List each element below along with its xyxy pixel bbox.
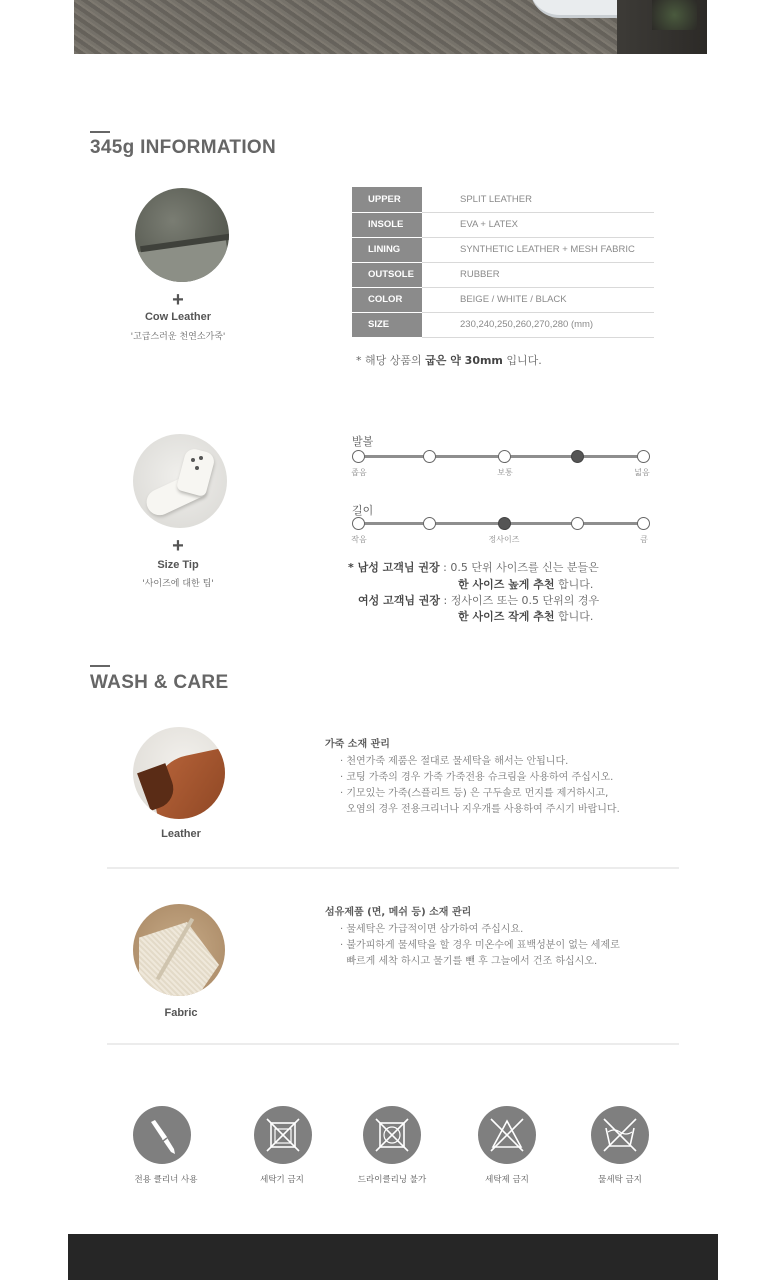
women-bold: 한 사이즈 작게 추천 [458,610,555,623]
divider-2 [107,1043,679,1045]
shoe-last-image [133,434,227,528]
cow-leather-image [135,188,229,282]
material-caption: Cow Leather [144,311,211,323]
leather-care-list [340,754,620,818]
plus-icon-2: + [172,535,184,557]
brush-label: 전용 클리너 사용 [134,1175,198,1185]
length-tick-true: 정사이즈 [488,535,520,544]
spec-table [352,187,654,338]
divider [107,867,679,869]
width-slider-step-5 [637,450,650,463]
leather-care-heading: 가죽 소재 관리 [325,739,390,750]
spec-value: SYNTHETIC LEATHER + MESH FABRIC [422,237,654,262]
leather-care-item: · 코팅 가죽의 경우 가죽 가죽전용 슈크림을 사용하여 주십시오. [340,772,614,783]
photo-plant [652,0,697,30]
fabric-caption: Fabric [164,1007,198,1019]
footer-bar [68,1234,718,1280]
spec-key: COLOR [352,287,422,312]
width-slider-step-4 [571,450,584,463]
leather-care-item: · 천연가죽 제품은 절대로 물세탁을 해서는 안됩니다. [340,756,569,767]
women-tail: 합니다. [554,610,594,623]
women-recommendation-2 [458,608,593,624]
brush-icon [133,1106,191,1164]
spec-value: EVA + LATEX [422,212,654,237]
width-tick-wide: 넓음 [634,468,650,477]
women-text: : 정사이즈 또는 0.5 단위의 경우 [443,594,600,607]
fabric-image [133,904,225,996]
spec-row [352,262,654,287]
length-slider-step-1 [352,517,365,530]
no-detergent-label: 세탁제 금지 [485,1175,529,1185]
spec-key: INSOLE [352,212,422,237]
section-bar [90,131,110,133]
spec-key: LINING [352,237,422,262]
no-washer-icon [254,1106,312,1164]
leather-care-item: 오염의 경우 전용크리너나 지우개를 사용하여 주시기 바랍니다. [340,804,620,815]
heel-note-pre: * 해당 상품의 [356,354,426,367]
spec-value: RUBBER [422,262,654,287]
no-dryclean-label: 드라이클리닝 불가 [357,1175,427,1185]
length-slider-step-3 [498,517,511,530]
no-dryclean-icon [363,1106,421,1164]
leather-caption: Leather [161,828,201,840]
spec-key: UPPER [352,187,422,212]
plus-icon: + [172,289,184,311]
spec-key: SIZE [352,312,422,337]
spec-row [352,237,654,262]
length-tick-large: 큼 [640,535,648,544]
size-tip-caption-ko: '사이즈에 대한 팁' [142,579,214,589]
spec-row [352,187,654,212]
men-label: * 남성 고객님 권장 [348,561,440,574]
width-slider-step-2 [423,450,436,463]
size-tip-caption: Size Tip [157,559,199,571]
women-recommendation [358,592,599,608]
spec-row [352,312,654,337]
width-slider-step-3 [498,450,511,463]
no-detergent-icon [478,1106,536,1164]
men-recommendation [348,559,599,575]
spec-row [352,287,654,312]
width-slider-label: 발볼 [352,435,374,448]
heel-note [356,352,542,368]
length-slider-step-4 [571,517,584,530]
section-bar-2 [90,665,110,667]
men-bold: 한 사이즈 높게 추천 [458,578,555,591]
no-washer-label: 세탁기 금지 [260,1175,304,1185]
fabric-care-item: 빠르게 세착 하시고 물기를 뺀 후 그늘에서 건조 하십시오. [340,956,598,967]
women-label: 여성 고객님 권장 [358,594,441,607]
spec-value: BEIGE / WHITE / BLACK [422,287,654,312]
product-photo-strip [74,0,707,54]
men-tail: 합니다. [554,578,594,591]
leather-image [133,727,225,819]
spec-value: SPLIT LEATHER [422,187,654,212]
no-water-wash-label: 물세탁 금지 [598,1175,642,1185]
width-tick-narrow: 좁음 [351,468,367,477]
men-text: : 0.5 단위 사이즈를 신는 분들은 [443,561,599,574]
info-section-title: 345g INFORMATION [90,137,277,158]
material-caption-ko: '고급스러운 천연소가죽' [130,332,226,342]
width-slider-step-1 [352,450,365,463]
fabric-care-item: · 물세탁은 가급적이면 삼가하여 주십시요. [340,924,524,935]
spec-key: OUTSOLE [352,262,422,287]
length-slider-step-2 [423,517,436,530]
no-water-wash-icon [591,1106,649,1164]
fabric-care-item: · 불가피하게 물세탁을 할 경우 미온수에 표백성분이 없는 세제로 [340,940,620,951]
spec-row [352,212,654,237]
men-recommendation-2 [458,576,593,592]
heel-note-bold: 굽은 약 30mm [425,354,503,367]
length-slider-step-5 [637,517,650,530]
length-tick-small: 작음 [351,535,367,544]
spec-value: 230,240,250,260,270,280 (mm) [422,312,654,337]
wash-section-title: WASH & CARE [90,672,229,693]
heel-note-post: 입니다. [502,354,542,367]
fabric-care-list [340,922,620,970]
width-tick-normal: 보통 [497,468,513,477]
leather-care-item: · 기모있는 가죽(스플리트 등) 은 구두솔로 먼지를 제거하시고, [340,788,609,799]
fabric-care-heading: 섬유제품 (면, 메쉬 등) 소재 관리 [325,907,472,918]
length-slider-label: 길이 [352,504,374,517]
